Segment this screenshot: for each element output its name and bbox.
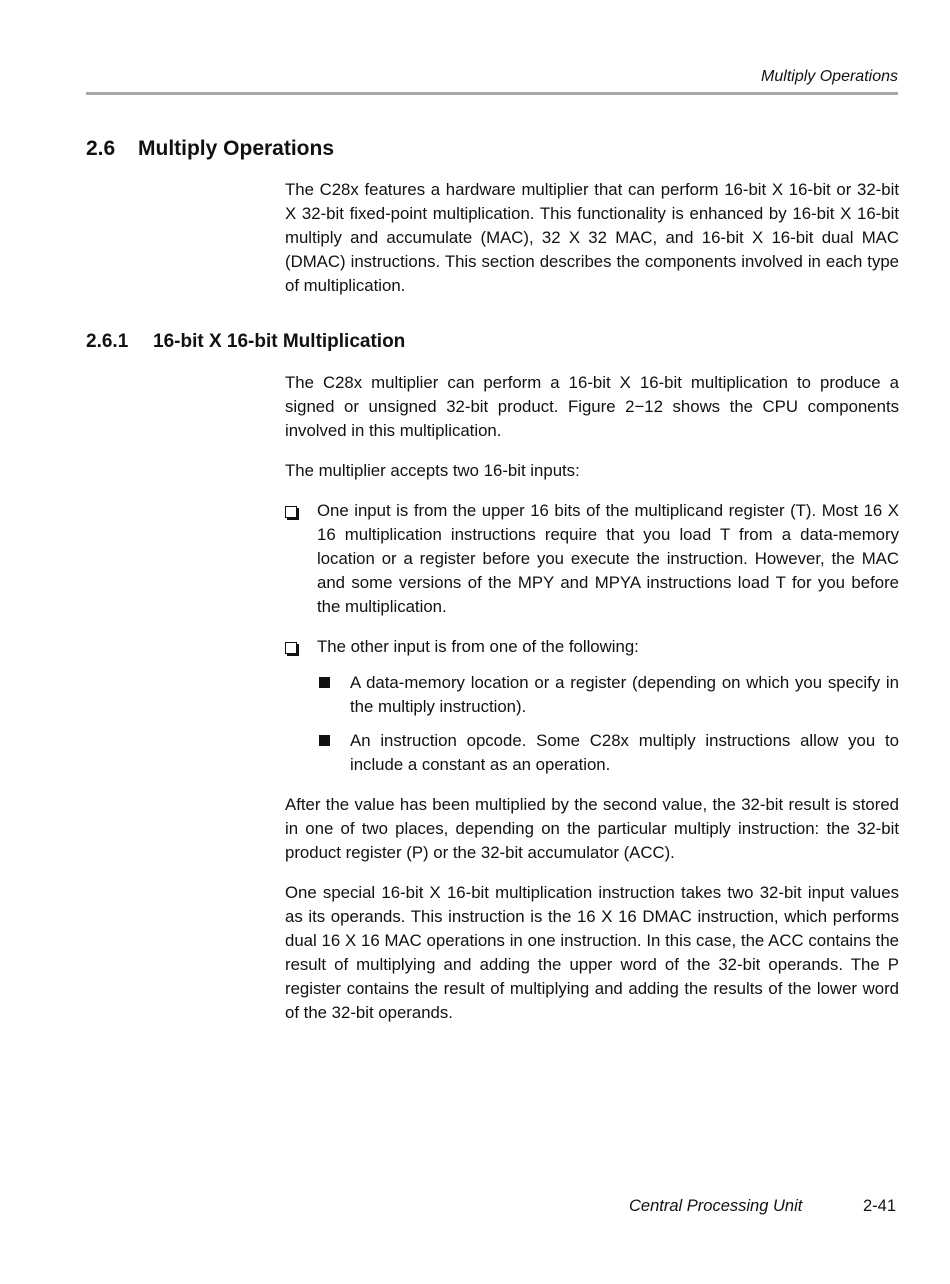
section-heading bbox=[86, 137, 334, 161]
paragraph: One special 16-bit X 16-bit multiplication instruction takes two 32-bit input values as its operands. This instruction is the 16 X 16 DMAC instruction, which performs dual 16 X 16 MAC operations in one instruction. In this case, the ACC contains the result of multiplying and adding the upper word of the 32-bit operands. The P register contains the result of multiplying and adding the results of the lower word of the 32-bit operands. bbox=[285, 883, 899, 1022]
subsection-title: 16-bit X 16-bit Multiplication bbox=[153, 331, 406, 352]
sub-list bbox=[317, 671, 899, 777]
list-item bbox=[285, 635, 899, 777]
list-item bbox=[285, 499, 899, 619]
section-number: 2.6 bbox=[86, 137, 116, 160]
subsection-number: 2.6.1 bbox=[86, 331, 129, 352]
square-bullet-icon bbox=[319, 677, 330, 688]
subsection-heading bbox=[86, 331, 405, 353]
paragraph: The C28x multiplier can perform a 16-bit X 16-bit multiplication to produce a signed or unsigned 32-bit product. Figure 2−12 shows the CPU components involved in this multiplication. bbox=[285, 373, 899, 440]
sub-list-item bbox=[317, 671, 899, 719]
list-item-text: One input is from the upper 16 bits of the multiplicand register (T). Most 16 X 16 multiplication instructions require that you load T from a data-memory location or a register before you execute the instruction. However, the MAC and some versions of the MPY and MPYA instructions load T for you before the multiplication. bbox=[317, 501, 899, 616]
checkbox-bullet-icon bbox=[285, 506, 297, 518]
header-rule bbox=[86, 92, 898, 95]
list-item-text: The other input is from one of the following: bbox=[317, 637, 639, 656]
page-number: 2-41 bbox=[862, 1197, 896, 1215]
input-list bbox=[285, 499, 899, 777]
section-intro-block bbox=[285, 178, 899, 298]
section-title: Multiply Operations bbox=[138, 137, 335, 160]
sub-list-item-text: An instruction opcode. Some C28x multiply instructions allow you to include a constant as an operation. bbox=[350, 731, 899, 774]
checkbox-bullet-icon bbox=[285, 642, 297, 654]
sub-list-item-text: A data-memory location or a register (depending on which you specify in the multiply instruction). bbox=[350, 673, 899, 716]
section-intro-paragraph: The C28x features a hardware multiplier that can perform 16-bit X 16-bit or 32-bit X 32-bit fixed-point multiplication. This functionality is enhanced by 16-bit X 16-bit multiply and accumulate (MAC), 32 X 32 MAC, and 16-bit X 16-bit dual MAC (DMAC) instructions. This section describes the components involved in each type of multiplication. bbox=[285, 180, 899, 295]
subsection-body bbox=[285, 371, 899, 1041]
running-header: Multiply Operations bbox=[761, 68, 898, 85]
paragraph: The multiplier accepts two 16-bit inputs: bbox=[285, 461, 580, 480]
sub-list-item bbox=[317, 729, 899, 777]
footer-title: Central Processing Unit bbox=[629, 1197, 803, 1215]
square-bullet-icon bbox=[319, 735, 330, 746]
paragraph: After the value has been multiplied by the second value, the 32-bit result is stored in one of two places, depending on the particular multiply instruction: the 32-bit product register (P) or the 32-bit accumulator (ACC). bbox=[285, 795, 899, 862]
